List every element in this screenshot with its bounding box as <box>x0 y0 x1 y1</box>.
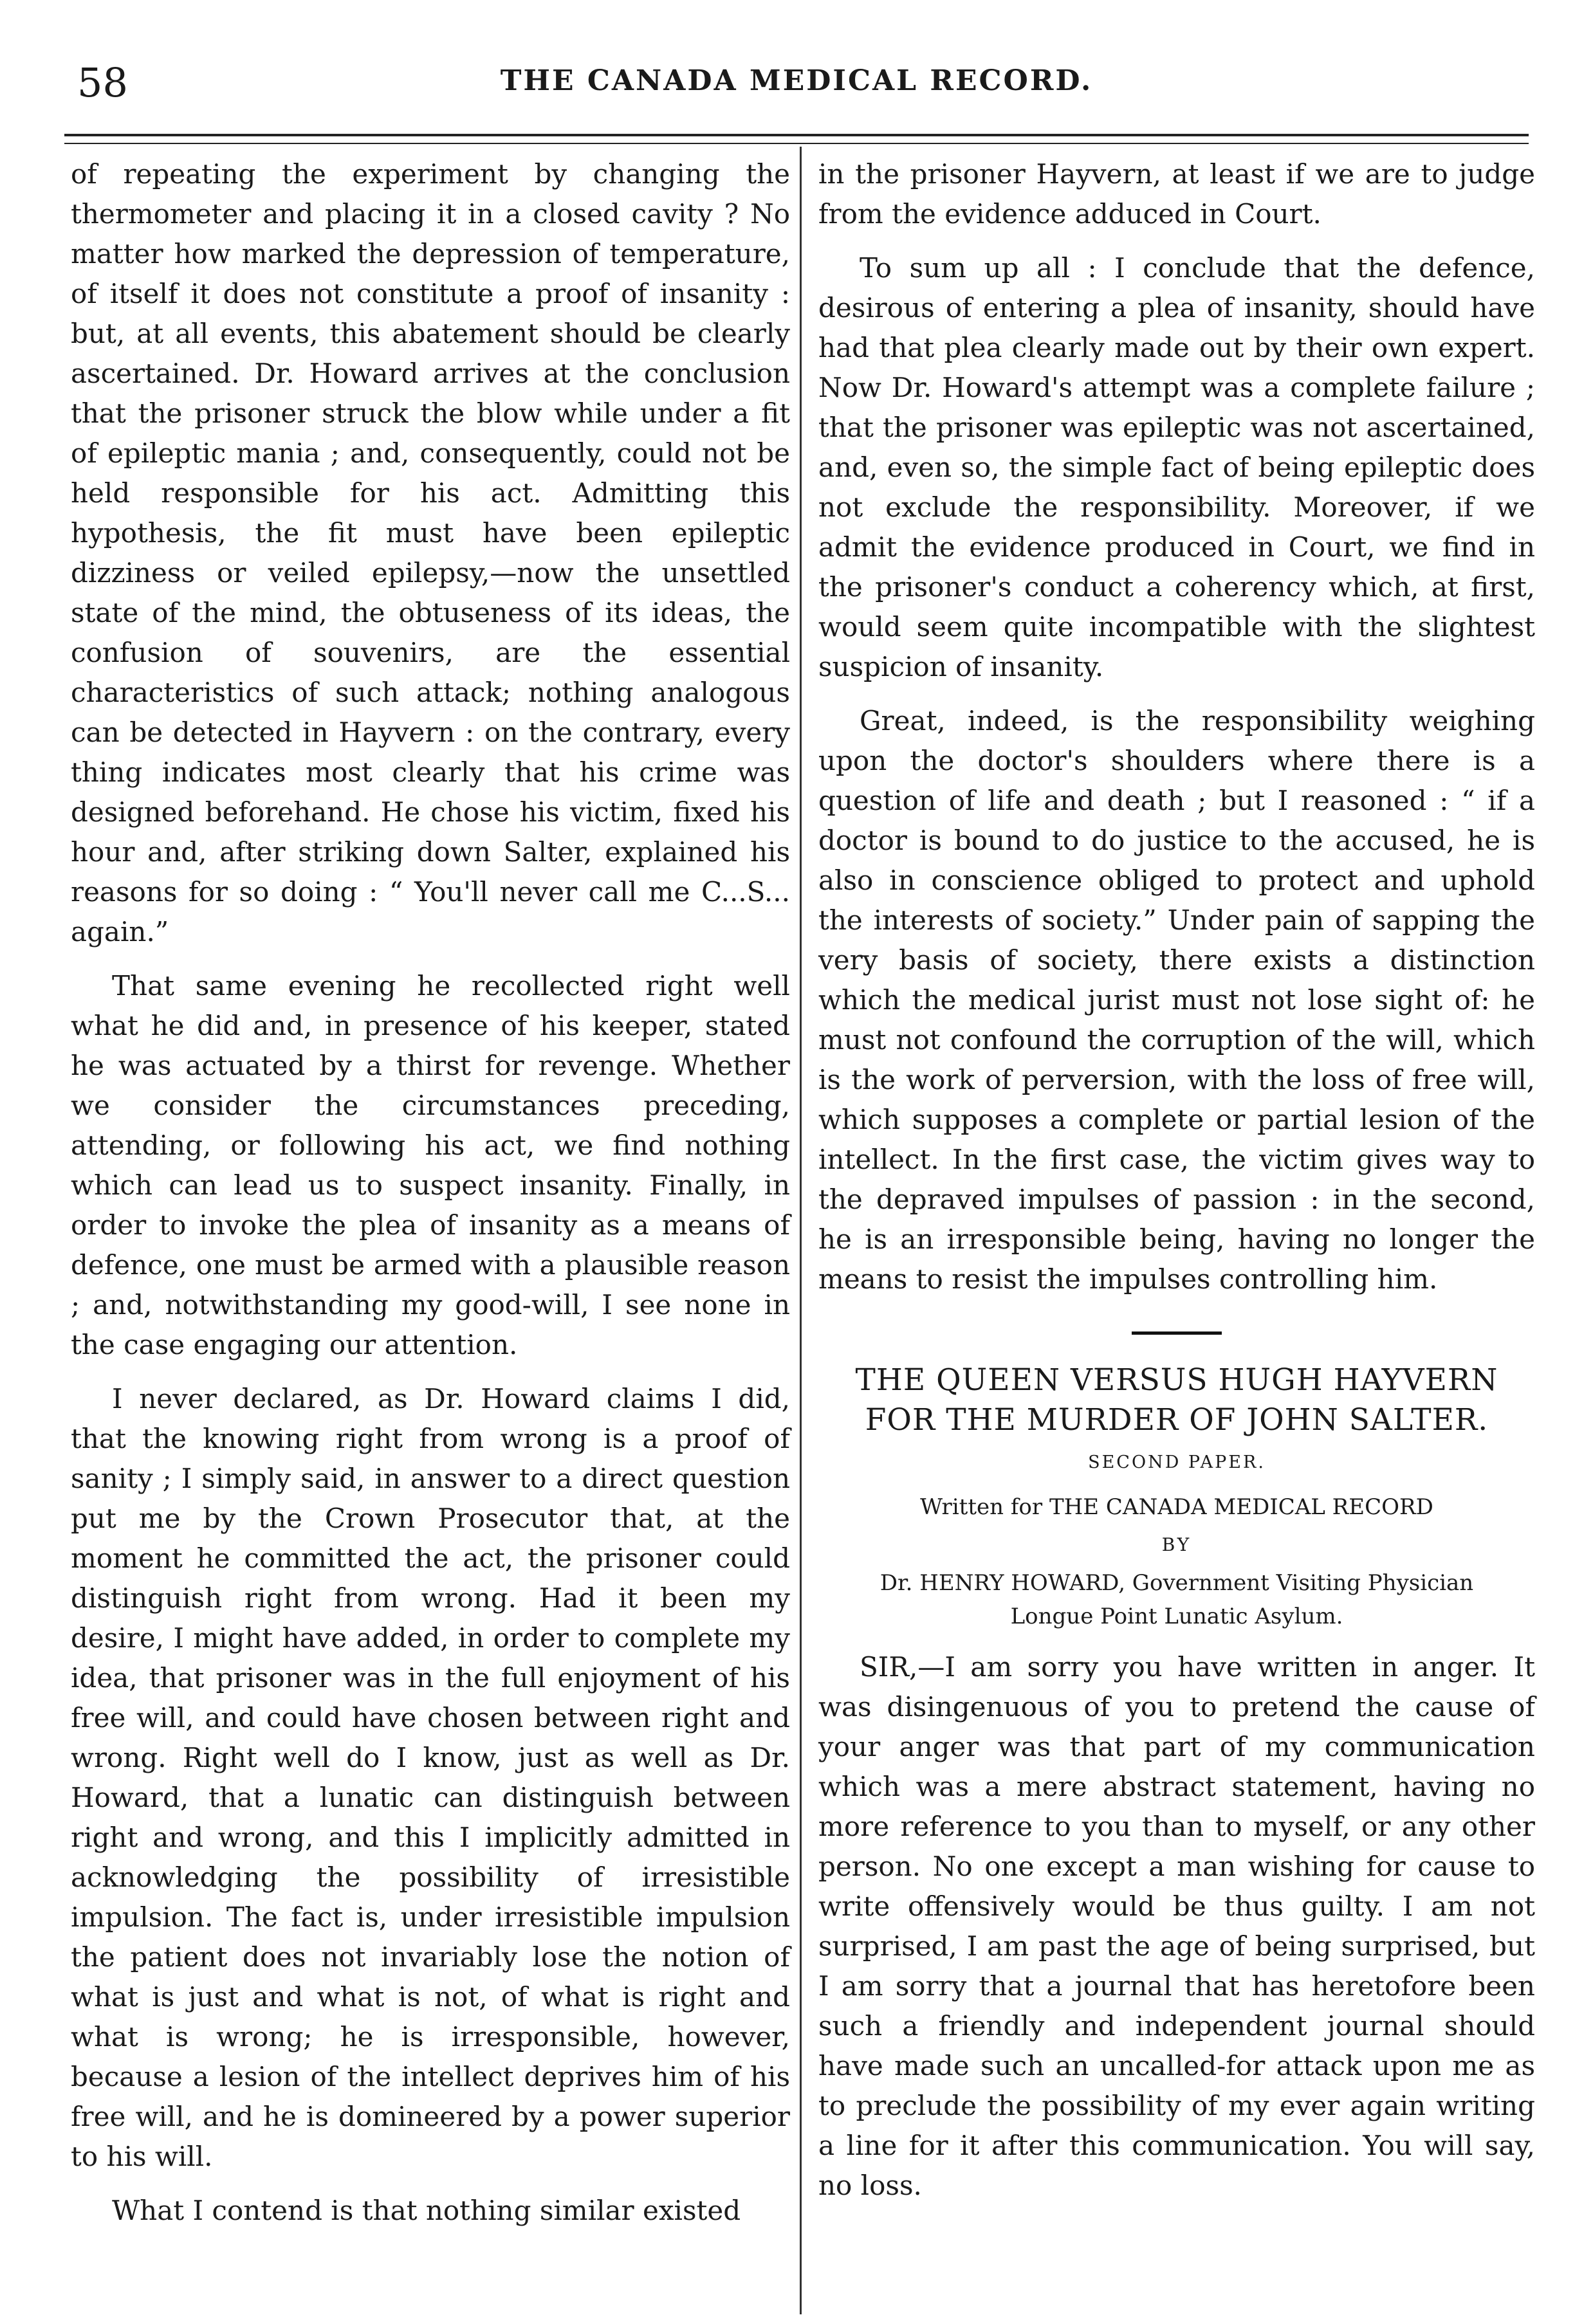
article-body: SIR,—I am sorry you have written in anger. It was disingenuous of you to pretend the cause of your anger was that part of my communication which was a mere abstract statement, having no more reference to you than to myself, or any other person. No one except a man wishing for cause to write offensively would be thus guilty. I am not surprised, I am past the age of being surprised, but I am sorry that a journal that has heretofore been such a friendly and independent journal should have made such an uncalled-for attack upon me as to preclude the possibility of my ever again writing a line for it after this communication. You will say, no loss. <box>818 1651 1535 2201</box>
article-title-line2: FOR THE MURDER OF JOHN SALTER. <box>865 1402 1489 1438</box>
paragraph: of repeating the experiment by changing the thermometer and placing it in a closed cavity ? No matter how marked the depression of temperature, of itself it does not constitute a proof of insanity : but, at all events, this abatement should be clearly ascertained. Dr. Howard arrives at the conclusion that the prisoner struck the blow while under a fit of epileptic mania ; and, consequently, could not be held responsible for his act. Admitting this hypothesis, the fit must have been epileptic dizziness or veiled epilepsy,—now the unsettled state of the mind, the obtuseness of its ideas, the confusion of souvenirs, are the essential characteristics of such attack; nothing analogous can be detected in Hayvern : on the contrary, every thing indicates most clearly that his crime was designed beforehand. He chose his victim, fixed his hour and, after striking down Salter, explained his reasons for so doing : “ You'll never call me C...S... again.” <box>71 158 790 947</box>
right-column <box>818 154 1535 2220</box>
article-title: THE QUEEN VERSUS HUGH HAYVERN <box>855 1362 1498 1398</box>
page-number: 58 <box>77 59 128 106</box>
running-title: THE CANADA MEDICAL RECORD. <box>500 64 1093 97</box>
header-rule <box>64 134 1529 136</box>
article-subtitle: SECOND PAPER. <box>1088 1452 1266 1472</box>
author-line: Dr. HENRY HOWARD, Government Visiting Physician <box>879 1570 1474 1596</box>
paragraph: That same evening he recollected right well what he did and, in presence of his keeper, stated he was actuated by a thirst for revenge. Whether we consider the circumstances preceding, attending, or following his act, we find nothing which can lead us to suspect insanity. Finally, in order to invoke the plea of insanity as a means of defence, one must be armed with a plausible reason ; and, notwithstanding my good-will, I see none in the case engaging our attention. <box>71 970 790 1360</box>
paragraph: What I contend is that nothing similar existed <box>112 2195 741 2226</box>
written-for-line: Written for THE CANADA MEDICAL RECORD <box>920 1494 1433 1520</box>
paragraph: in the prisoner Hayvern, at least if we are to judge from the evidence adduced in Court. <box>818 158 1535 230</box>
header-rule-thin <box>64 143 1529 144</box>
article-heading <box>818 1360 1535 1633</box>
author-affiliation: Longue Point Lunatic Asylum. <box>1010 1604 1343 1629</box>
section-divider <box>1132 1331 1222 1335</box>
column-divider <box>800 147 802 2314</box>
paragraph: To sum up all : I conclude that the defence, desirous of entering a plea of insanity, should have had that plea clearly made out by their own expert. Now Dr. Howard's attempt was a complete failure ; that the prisoner was epileptic was not ascertained, and, even so, the simple fact of being epileptic does not exclude the responsibility. Moreover, if we admit the evidence produced in Court, we find in the prisoner's conduct a coherency which, at first, would seem quite incompatible with the slightest suspicion of insanity. <box>818 252 1535 682</box>
page-header <box>64 45 1529 116</box>
paragraph: I never declared, as Dr. Howard claims I did, that the knowing right from wrong is a proof of sanity ; I simply said, in answer to a direct question put me by the Crown Prosecutor that, at the moment he committed the act, the prisoner could distinguish right from wrong. Had it been my desire, I might have added, in order to complete my idea, that prisoner was in the full enjoyment of his free will, and could have chosen between right and wrong. Right well do I know, just as well as Dr. Howard, that a lunatic can distinguish between right and wrong, and this I implicitly admitted in acknowledging the possibility of irresistible impulsion. The fact is, under irresistible impulsion the patient does not invariably lose the notion of what is just and what is not, of what is right and what is wrong; he is irresponsible, however, because a lesion of the intellect deprives him of his free will, and he is domineered by a power superior to his will. <box>71 1383 790 2172</box>
paragraph: Great, indeed, is the responsibility weighing upon the doctor's shoulders where there is a question of life and death ; but I reasoned : “ if a doctor is bound to do justice to the accused, he is also in conscience obliged to protect and uphold the interests of society.” Under pain of sapping the very basis of society, there exists a distinction which the medical jurist must not lose sight of: he must not confound the corruption of the will, which is the work of perversion, with the loss of free will, which supposes a complete or partial lesion of the intellect. In the first case, the victim gives way to the depraved impulses of passion : in the second, he is an irresponsible being, having no longer the means to resist the impulses controlling him. <box>818 705 1535 1295</box>
left-column <box>71 154 790 2245</box>
byline-by: BY <box>1161 1534 1192 1555</box>
